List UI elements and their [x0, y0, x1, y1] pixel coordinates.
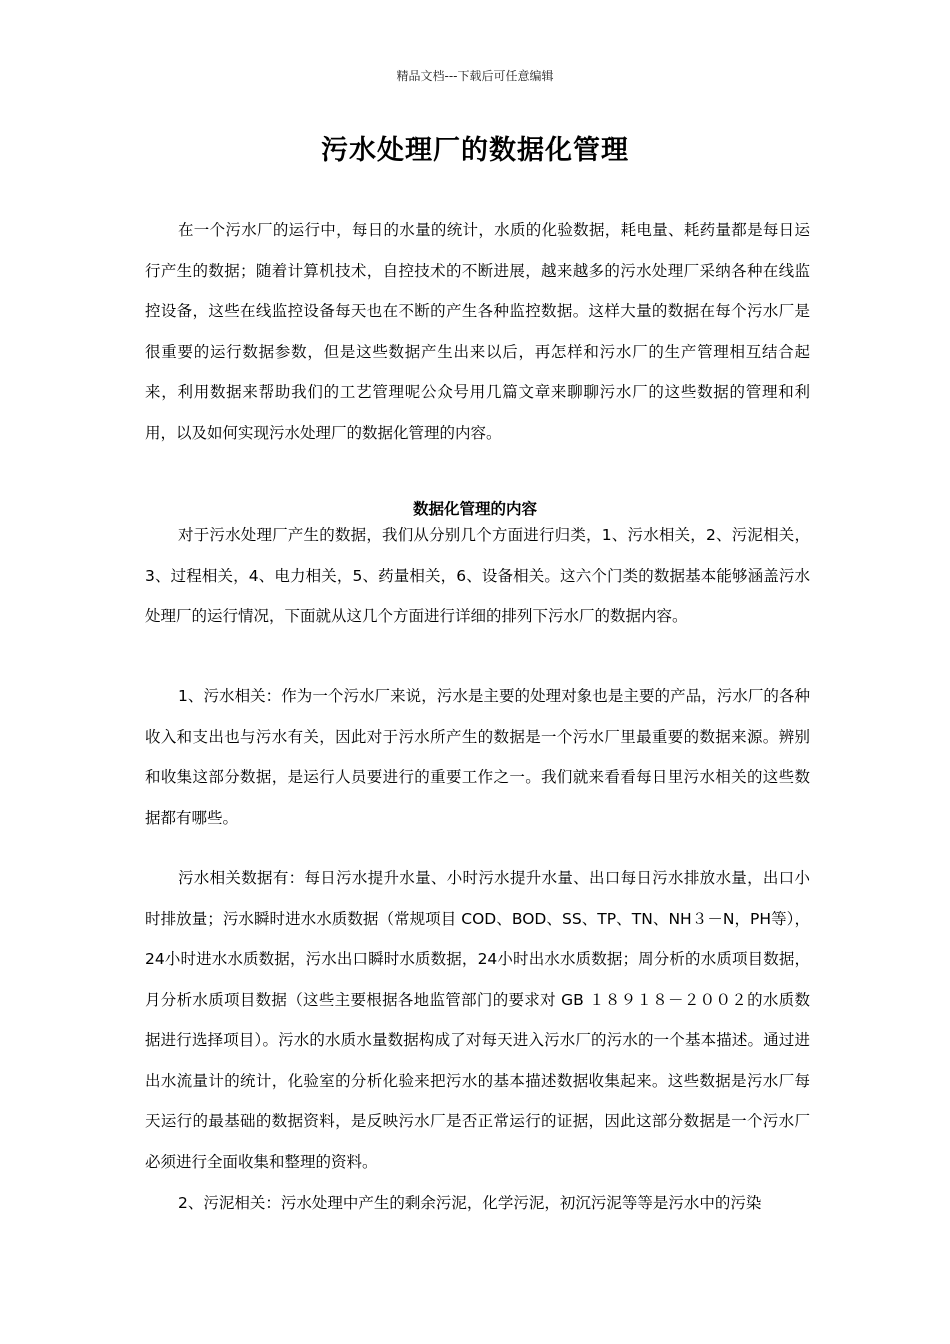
intro-paragraph: 在一个污水厂的运行中，每日的水量的统计，水质的化验数据，耗电量、耗药量都是每日运行产生的数据；随着计算机技术，自控技术的不断进展，越来越多的污水处理厂采纳各种在线监控设备，这些在线监控设备每天也在不断的产生各种监控数据。这样大量的数据在每个污水厂是很重要的运行数据参数，但是这些数据产生出来以后，再怎样和污水厂的生产管理相互结合起来，利用数据来帮助我们的工艺管理呢公众号用几篇文章来聊聊污水厂的这些数据的管理和利用，以及如何实现污水处理厂的数据化管理的内容。: [145, 221, 810, 442]
sewage-data-paragraph: 污水相关数据有：每日污水提升水量、小时污水提升水量、出口每日污水排放水量，出口小时排放量；污水瞬时进水水质数据（常规项目 COD、BOD、SS、TP、TN、NH３－N，PH等），24小时进水水质数据，污水出口瞬时水质数据，24小时出水水质数据；周分析的水质项目数据，月分析水质项目数据（这些主要根据各地监管部门的要求对 GB １８９１８－２００２的水质数据进行选择项目）。污水的水质水量数据构成了对每天进入污水厂的污水的一个基本描述。通过进出水流量计的统计，化验室的分析化验来把污水的基本描述数据收集起来。这些数据是污水厂每天运行的最基础的数据资料，是反映污水厂是否正常运行的证据，因此这部分数据是一个污水厂必须进行全面收集和整理的资料。: [145, 869, 810, 1171]
item2-paragraph: 2、污泥相关：污水处理中产生的剩余污泥，化学污泥，初沉污泥等等是污水中的污染: [178, 1194, 762, 1212]
section-heading: 数据化管理的内容: [412, 500, 537, 518]
section-intro-paragraph: 对于污水处理厂产生的数据，我们从分别几个方面进行归类，1、污水相关，2、污泥相关，3、过程相关，4、电力相关，5、药量相关，6、设备相关。这六个门类的数据基本能够涵盖污水处理厂的运行情况，下面就从这几个方面进行详细的排列下污水厂的数据内容。: [145, 526, 810, 625]
item1-paragraph: 1、污水相关：作为一个污水厂来说，污水是主要的处理对象也是主要的产品，污水厂的各种收入和支出也与污水有关，因此对于污水所产生的数据是一个污水厂里最重要的数据来源。辨别和收集这部分数据，是运行人员要进行的重要工作之一。我们就来看看每日里污水相关的这些数据都有哪些。: [145, 687, 810, 827]
header-note: 精品文档---下载后可任意编辑: [396, 69, 554, 83]
page-title: 污水处理厂的数据化管理: [321, 135, 629, 166]
